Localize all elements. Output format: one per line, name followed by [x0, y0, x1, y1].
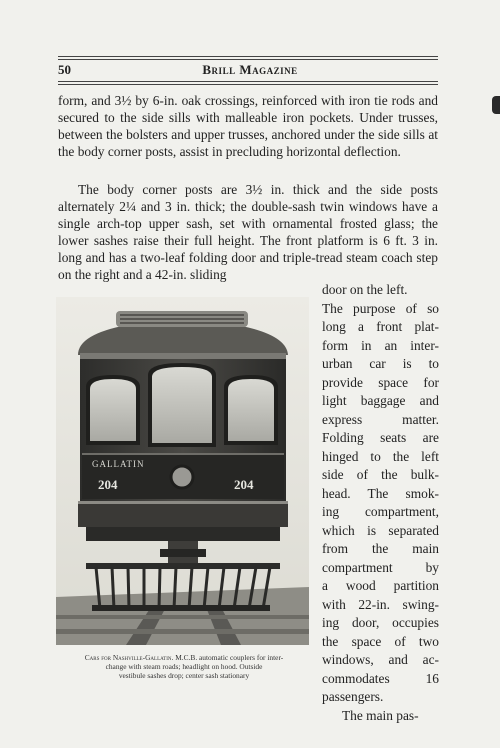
- column-line: hinged to the left: [322, 448, 439, 464]
- running-head-title: Brill Magazine: [202, 62, 298, 77]
- column-line: compartment by: [322, 559, 439, 575]
- streetcar-photo: [56, 297, 309, 645]
- column-line: which is separated: [322, 522, 439, 538]
- column-line: ing compartment,: [322, 504, 439, 519]
- column-line: ing door, occupies: [322, 615, 439, 630]
- car-number-left: 204: [98, 477, 118, 492]
- destination-sign: GALLATIN: [92, 459, 145, 469]
- header-rule-bottom-inner: [58, 84, 438, 85]
- column-line: side of the bulk-: [322, 467, 439, 482]
- column-line: a wood partition: [322, 578, 439, 593]
- header-rule-top-inner: [58, 59, 438, 60]
- caption-line-2: change with steam roads; headlight on hood. Outside: [105, 662, 263, 671]
- caption-lead: Cars for Nashville-Gallatin.: [84, 653, 174, 662]
- running-head: [0, 62, 500, 78]
- column-line: The main pas-: [342, 707, 419, 723]
- column-line: The purpose of so: [322, 300, 439, 316]
- page-edge-blemish: [492, 96, 500, 114]
- column-line: commodates 16: [322, 670, 439, 686]
- column-line: with 22-in. swing-: [322, 596, 439, 612]
- column-line: provide space for: [322, 374, 439, 390]
- column-line: door on the left.: [322, 282, 408, 297]
- page-number: 50: [58, 62, 71, 77]
- column-line: light baggage and: [322, 393, 439, 408]
- column-line: windows, and ac-: [322, 652, 439, 667]
- streetcar-illustration: [56, 297, 309, 645]
- column-line: the space of two: [322, 633, 439, 649]
- column-line: express matter.: [322, 411, 439, 427]
- paragraph-1: form, and 3½ by 6-in. oak crossings, reinforced with iron tie rods and secured to the side sills with malleable iron pockets. Under trusses, between the bolsters and upper trusses, anchored under the side sills at the body corner posts, assist in precluding horizontal deflection.: [58, 93, 438, 159]
- column-line: from the main: [322, 541, 439, 556]
- side-column-text: [322, 281, 439, 725]
- caption-line-3: vestibule sashes drop; center sash stationary: [118, 671, 250, 680]
- column-line: Folding seats are: [322, 430, 439, 445]
- header-rule-bottom: [58, 81, 438, 82]
- car-number-right: 204: [234, 477, 254, 492]
- column-line: long a front plat-: [322, 319, 439, 334]
- caption-line-1: M.C.B. automatic couplers for inter-: [173, 653, 284, 662]
- header-rule-top: [58, 56, 438, 57]
- paragraph-2: The body corner posts are 3½ in. thick and the side posts alternately 2¼ and 3 in. thick; the double-sash twin windows have a single arch-top upper sash, set with ornamental frosted glass; the lower sashes raise their full height. The front platform is 6 ft. 3 in. long and has a two-leaf folding door and triple-tread steam coach step on the right and a 42-in. sliding: [58, 182, 438, 282]
- column-line: head. The smok-: [322, 485, 439, 501]
- column-line: form in an inter-: [322, 337, 439, 353]
- column-line: passengers.: [322, 689, 384, 704]
- column-line: urban car is to: [322, 356, 439, 371]
- photo-caption: [44, 653, 324, 680]
